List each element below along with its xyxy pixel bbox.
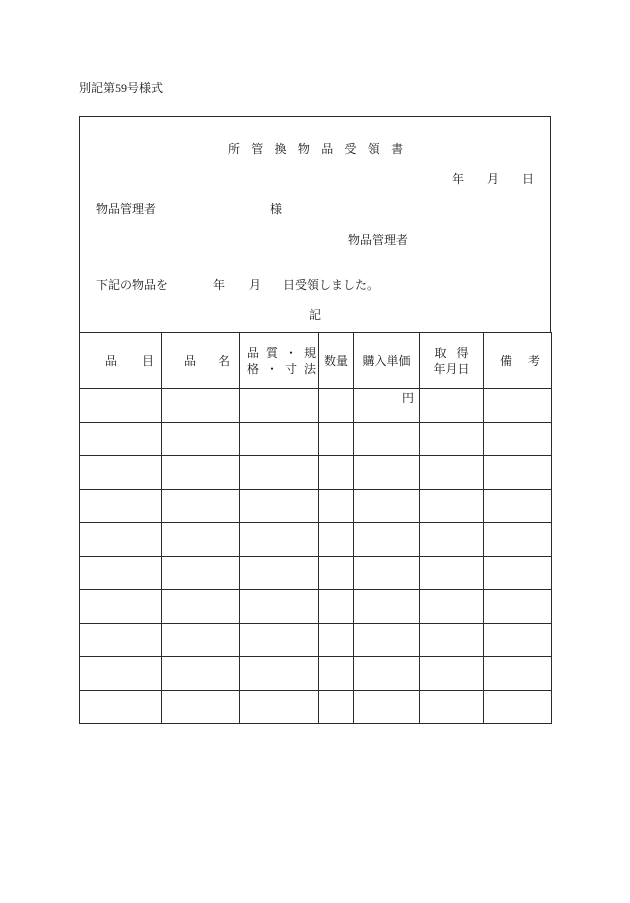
cell-acquisition-date xyxy=(420,623,484,657)
cell-quantity xyxy=(319,690,354,724)
cell-item-category xyxy=(80,657,162,691)
table-row xyxy=(80,657,552,691)
header-item-category xyxy=(80,333,180,389)
table-row xyxy=(80,456,552,490)
cell-acquisition-date xyxy=(420,389,484,423)
recipient-label: 物品管理者 xyxy=(96,202,157,216)
cell-quality-spec-size xyxy=(240,489,319,523)
cell-quality-spec-size xyxy=(240,523,319,557)
cell-remarks xyxy=(484,389,552,423)
cell-quality-spec-size xyxy=(240,690,319,724)
header-remarks xyxy=(484,333,557,389)
cell-unit-price xyxy=(354,590,420,624)
cell-item-category xyxy=(80,556,162,590)
cell-unit-price xyxy=(354,456,420,490)
cell-quantity xyxy=(319,657,354,691)
cell-item-name xyxy=(162,657,240,691)
form-title: 所管換物品受領書 xyxy=(228,142,415,156)
cell-unit-price xyxy=(354,422,420,456)
header-acquisition-date xyxy=(420,333,484,389)
cell-acquisition-date xyxy=(420,690,484,724)
date-month-label: 月 xyxy=(487,172,500,186)
cell-acquisition-date xyxy=(420,556,484,590)
cell-quality-spec-size xyxy=(240,422,319,456)
items-table xyxy=(79,332,557,724)
form-number: 別記第59号様式 xyxy=(79,81,164,95)
cell-unit-price xyxy=(354,489,420,523)
cell-quality-spec-size xyxy=(240,657,319,691)
cell-unit-price xyxy=(354,523,420,557)
cell-item-name xyxy=(162,422,240,456)
cell-item-name xyxy=(162,489,240,523)
cell-item-category xyxy=(80,690,162,724)
table-row xyxy=(80,489,552,523)
cell-acquisition-date xyxy=(420,489,484,523)
cell-unit-price xyxy=(354,657,420,691)
cell-unit-price xyxy=(354,690,420,724)
cell-item-category xyxy=(80,389,162,423)
table-body xyxy=(80,389,552,724)
cell-item-name xyxy=(162,690,240,724)
table-row xyxy=(80,623,552,657)
header-item-category-label: 品目 xyxy=(105,353,180,368)
cell-remarks xyxy=(484,690,552,724)
date-year-label: 年 xyxy=(452,172,465,186)
header-quantity xyxy=(319,333,354,389)
header-quantity-label: 数量 xyxy=(323,353,348,368)
cell-remarks xyxy=(484,556,552,590)
cell-quantity xyxy=(319,422,354,456)
cell-quantity xyxy=(319,523,354,557)
table-header-row xyxy=(80,333,552,389)
header-quality-spec-size-line-2: 格・寸法 xyxy=(247,361,324,376)
cell-quantity xyxy=(319,590,354,624)
cell-quantity xyxy=(319,456,354,490)
header-unit-price-label: 購入単価 xyxy=(362,353,411,368)
cell-acquisition-date xyxy=(420,523,484,557)
cell-remarks xyxy=(484,489,552,523)
cell-unit-price xyxy=(354,623,420,657)
cell-item-name xyxy=(162,523,240,557)
cell-quantity xyxy=(319,389,354,423)
header-remarks-label: 備考 xyxy=(500,353,557,368)
header-acquisition-date-line-1: 取得 xyxy=(434,345,479,360)
cell-quantity xyxy=(319,489,354,523)
cell-quality-spec-size xyxy=(240,623,319,657)
cell-unit-price: 円 xyxy=(354,389,420,423)
cell-remarks xyxy=(484,456,552,490)
header-unit-price xyxy=(354,333,420,389)
cell-quality-spec-size xyxy=(240,389,319,423)
cell-acquisition-date xyxy=(420,590,484,624)
cell-quality-spec-size xyxy=(240,590,319,624)
cell-remarks xyxy=(484,657,552,691)
cell-remarks xyxy=(484,623,552,657)
notice-heading: 記 xyxy=(309,308,322,322)
cell-remarks xyxy=(484,523,552,557)
cell-quantity xyxy=(319,556,354,590)
header-quality-spec-size-line-1: 品質・規 xyxy=(247,345,324,360)
cell-quality-spec-size xyxy=(240,456,319,490)
cell-unit-price xyxy=(354,556,420,590)
cell-item-category xyxy=(80,489,162,523)
cell-remarks xyxy=(484,422,552,456)
cell-item-name xyxy=(162,456,240,490)
recipient-honorific: 様 xyxy=(270,202,283,216)
table-row xyxy=(80,389,552,423)
table-row xyxy=(80,422,552,456)
table-row xyxy=(80,590,552,624)
cell-item-name xyxy=(162,623,240,657)
cell-remarks xyxy=(484,590,552,624)
cell-item-category xyxy=(80,456,162,490)
statement-month-label: 月 xyxy=(249,278,262,292)
cell-item-name xyxy=(162,590,240,624)
header-item-name-label: 品名 xyxy=(184,353,253,368)
statement-prefix: 下記の物品を xyxy=(96,278,169,292)
statement-year-label: 年 xyxy=(213,278,226,292)
header-acquisition-date-line-2: 年月日 xyxy=(433,361,470,376)
table-row xyxy=(80,523,552,557)
cell-acquisition-date xyxy=(420,422,484,456)
cell-quantity xyxy=(319,623,354,657)
issuer-label: 物品管理者 xyxy=(348,233,409,247)
cell-item-category xyxy=(80,523,162,557)
cell-item-category xyxy=(80,590,162,624)
cell-acquisition-date xyxy=(420,657,484,691)
statement-suffix: 日受領しました。 xyxy=(283,278,380,292)
table-row xyxy=(80,690,552,724)
table-head xyxy=(80,333,557,389)
header-quality-spec-size xyxy=(240,333,324,389)
cell-item-name xyxy=(162,556,240,590)
cell-item-name xyxy=(162,389,240,423)
cell-quality-spec-size xyxy=(240,556,319,590)
cell-item-category xyxy=(80,623,162,657)
date-day-label: 日 xyxy=(522,172,535,186)
table-row xyxy=(80,556,552,590)
cell-item-category xyxy=(80,422,162,456)
cell-acquisition-date xyxy=(420,456,484,490)
